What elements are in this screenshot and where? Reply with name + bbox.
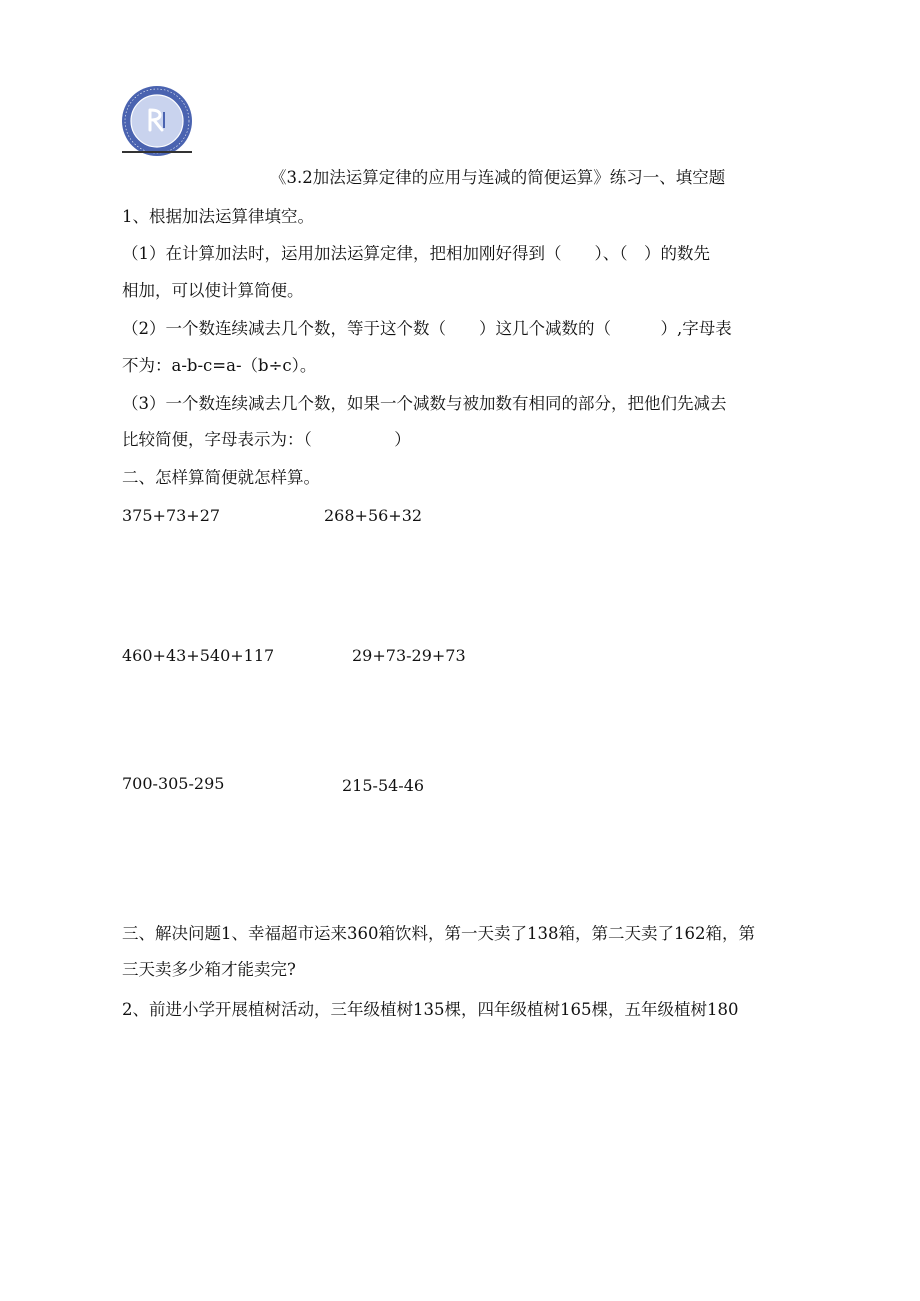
logo-underline xyxy=(122,151,192,153)
section3-q2-line1: 2、前进小学开展植树活动，三年级植树135棵，四年级植树165棵，五年级植树180 xyxy=(122,1000,739,1019)
section3-line2: 三天卖多少箱才能卖完? xyxy=(122,960,296,979)
school-seal-icon xyxy=(120,84,194,158)
section1-heading: 1、根据加法运算律填空。 xyxy=(122,207,314,226)
q2-line2: 不为：a-b-c=a-（b÷c）。 xyxy=(122,356,317,375)
problem-6: 215-54-46 xyxy=(342,776,425,795)
section3-line1: 三、解决问题1、幸福超市运来360箱饮料，第一天卖了138箱，第二天卖了162箱，第 xyxy=(122,924,755,943)
page-title: 《3.2加法运算定律的应用与连减的简便运算》练习一、填空题 xyxy=(270,168,726,187)
problem-5: 700-305-295 xyxy=(122,774,225,793)
problem-2: 268+56+32 xyxy=(324,506,423,525)
problem-4: 29+73-29+73 xyxy=(352,646,466,665)
q1-line1: （1）在计算加法时，运用加法运算定律，把相加刚好得到（ ）、（ ）的数先 xyxy=(122,244,710,263)
problem-3: 460+43+540+117 xyxy=(122,646,275,665)
q2-line1: （2）一个数连续减去几个数，等于这个数（ ）这几个减数的（ ）,字母表 xyxy=(122,319,732,338)
q3-line2: 比较简便，字母表示为：（ ） xyxy=(122,430,411,449)
problem-1: 375+73+27 xyxy=(122,506,221,525)
q3-line1: （3）一个数连续减去几个数，如果一个减数与被加数有相同的部分，把他们先减去 xyxy=(122,394,727,413)
section2-heading: 二、怎样算简便就怎样算。 xyxy=(122,468,320,487)
q1-line2: 相加，可以使计算简便。 xyxy=(122,281,304,300)
